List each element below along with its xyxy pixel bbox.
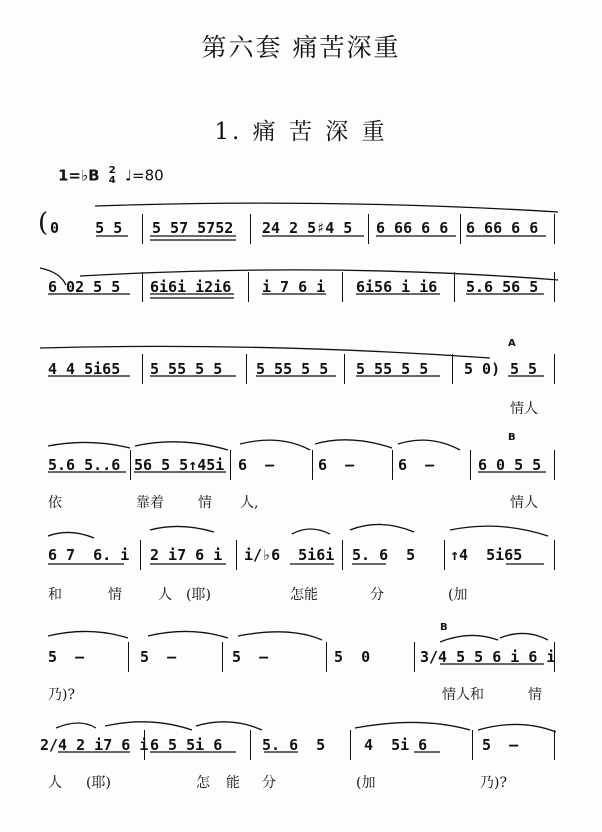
- barline: [246, 354, 247, 384]
- lyric: 分: [262, 775, 276, 791]
- barline: [248, 272, 249, 302]
- measure: 5 –: [140, 648, 177, 666]
- lyric: 情人和: [442, 687, 484, 703]
- measure: 2 i7 6 i: [150, 546, 223, 564]
- barline: [142, 354, 143, 384]
- barline: [326, 642, 327, 672]
- lyric: 能: [226, 775, 240, 791]
- measure: 5 –: [48, 648, 85, 666]
- measure: 5. 6 5: [352, 546, 416, 564]
- measure: 5 55 5 5: [356, 360, 429, 378]
- measure: 6 –: [238, 456, 275, 474]
- measure: 24 2 5♯4 5: [262, 219, 353, 237]
- section-mark-b: B: [440, 622, 448, 633]
- measure: 56 5 5↑45i: [134, 456, 225, 474]
- measure: 5 5: [510, 360, 538, 378]
- measure: 6i6i i2i6: [150, 278, 232, 296]
- measure: 6 7 6. i: [48, 546, 130, 564]
- open-parenthesis: (: [38, 208, 49, 238]
- barline: [350, 730, 351, 760]
- barline: [236, 540, 237, 570]
- barline: [554, 354, 555, 384]
- barline: [250, 730, 251, 760]
- lyric: (耶): [186, 587, 211, 603]
- measure: 6 0 5 5: [478, 456, 542, 474]
- measure: 6 –: [318, 456, 355, 474]
- lyric: 情人: [510, 495, 538, 511]
- barline: [222, 642, 223, 672]
- bpm-value: =80: [132, 166, 164, 185]
- barline: [554, 450, 555, 480]
- barline: [554, 540, 555, 570]
- measure: 5.6 5..6: [48, 456, 121, 474]
- barline: [230, 450, 231, 480]
- measure: 2/4 2 i7 6 i: [40, 736, 149, 754]
- barline: [554, 642, 555, 672]
- piece-title: 1. 痛 苦 深 重: [214, 119, 388, 145]
- lyric: 乃)?: [480, 775, 507, 791]
- lyric: 情人: [510, 401, 538, 417]
- measure: i/♭6 5i6i: [244, 546, 335, 564]
- measure: 6 66 6 6: [376, 219, 449, 237]
- lyric: 和: [48, 587, 62, 603]
- measure: 0 5 5: [50, 219, 123, 237]
- measure: 5 55 5 5: [150, 360, 223, 378]
- lyric: 怎能: [290, 587, 318, 603]
- lyric: 依: [48, 495, 62, 511]
- measure: 5 0): [464, 360, 501, 378]
- lyric: 靠着: [136, 495, 164, 511]
- lyric: (耶): [86, 775, 111, 791]
- barline: [414, 642, 415, 672]
- barline: [452, 354, 453, 384]
- measure: 4 5i 6: [364, 736, 428, 754]
- barline: [144, 730, 145, 760]
- measure: 4 4 5i65: [48, 360, 121, 378]
- barline: [444, 540, 445, 570]
- barline: [342, 540, 343, 570]
- measure: 5 –: [232, 648, 269, 666]
- measure: ↑4 5i65: [450, 546, 523, 564]
- quarter-note-icon: ♩: [124, 166, 133, 185]
- barline: [250, 214, 251, 244]
- barline: [554, 214, 555, 244]
- lyric: 情: [528, 687, 542, 703]
- measure: 5 57 5752: [152, 219, 234, 237]
- barline: [142, 272, 143, 302]
- section-mark-a: A: [508, 338, 516, 349]
- barline: [472, 730, 473, 760]
- measure: 5 55 5 5: [256, 360, 329, 378]
- barline: [142, 214, 143, 244]
- lyric: 人: [158, 587, 172, 603]
- measure: 5. 6 5: [262, 736, 326, 754]
- measure: 6 5 5i 6: [150, 736, 223, 754]
- barline: [128, 642, 129, 672]
- key-signature: 1=♭B: [58, 166, 100, 185]
- barline: [454, 272, 455, 302]
- measure: 5 0: [334, 648, 371, 666]
- barline: [342, 272, 343, 302]
- measure: 6 –: [398, 456, 435, 474]
- section-mark-b: B: [508, 432, 516, 443]
- lyric: 情: [108, 587, 122, 603]
- measure: 6 02 5 5: [48, 278, 121, 296]
- suite-title: 第六套 痛苦深重: [201, 33, 401, 62]
- measure: 5 –: [482, 736, 519, 754]
- barline: [470, 450, 471, 480]
- barline: [130, 450, 131, 480]
- barline: [344, 354, 345, 384]
- lyric: 人: [48, 775, 62, 791]
- barline: [392, 450, 393, 480]
- barline: [460, 214, 461, 244]
- lyric: 怎: [196, 775, 210, 791]
- barline: [140, 540, 141, 570]
- barline: [554, 730, 555, 760]
- lyric: 情: [198, 495, 212, 511]
- lyric: (加: [448, 587, 468, 603]
- lyric: 分: [370, 587, 384, 603]
- measure: i 7 6 i: [262, 278, 326, 296]
- lyric: 人,: [240, 495, 259, 511]
- barline: [554, 272, 555, 302]
- barline: [312, 450, 313, 480]
- measure: 3/4 5 5 6 i 6 i: [420, 648, 556, 666]
- measure: 6 66 6 6: [466, 219, 539, 237]
- measure: 6i56 i i6: [356, 278, 438, 296]
- lyric: (加: [356, 775, 376, 791]
- barline: [368, 214, 369, 244]
- lyric: 乃)?: [48, 687, 75, 703]
- measure: 5.6 56 5: [466, 278, 539, 296]
- time-signature: 2 4: [108, 165, 116, 186]
